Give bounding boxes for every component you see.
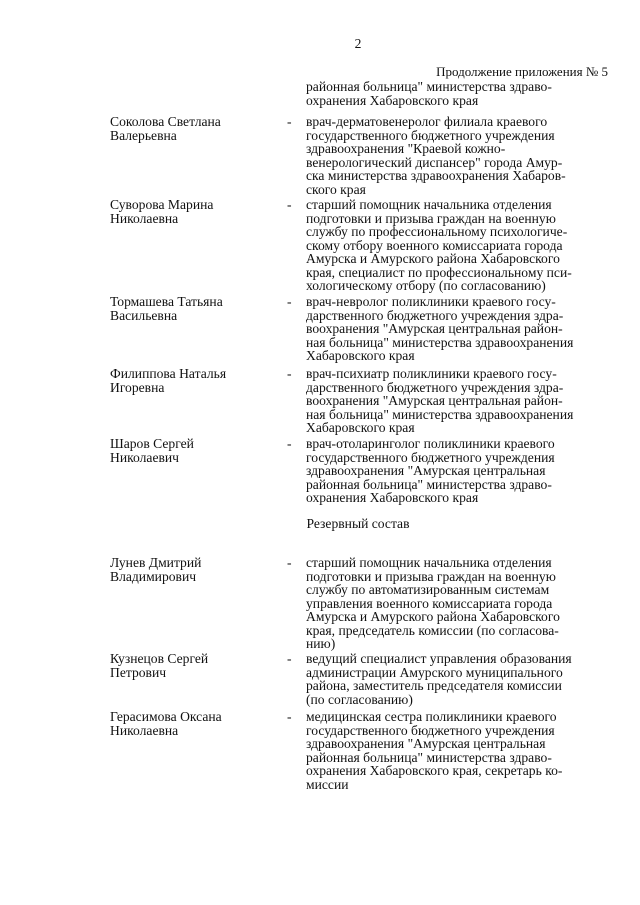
- page-number: 2: [354, 36, 362, 51]
- dash-separator: -: [287, 651, 292, 666]
- dash-separator: -: [287, 709, 292, 724]
- member-description: врач-психиатр поликлиники краевого госу- дарственного бюджетного учреждения здра- воохранения "Амурская центральная район- ная больница" министерства здравоохранения Хабаровского края: [306, 366, 574, 435]
- member-entry: [0, 437, 603, 505]
- member-name: Шаров Сергей Николаевич: [110, 436, 194, 465]
- member-description: старший помощник начальника отделения подготовки и призыва граждан на военную службу по автоматизированным системам управления военного комиссариата города Амурска и Амурского района Хабаровского края, председатель комиссии (по согласова- нию): [306, 555, 560, 651]
- member-description: ведущий специалист управления образования администрации Амурского муниципального района, заместитель председателя комиссии (по согласованию): [306, 651, 572, 707]
- dash-separator: -: [287, 436, 292, 451]
- member-entry: [0, 367, 603, 435]
- dash-separator: -: [287, 114, 292, 129]
- dash-separator: -: [287, 294, 292, 309]
- dash-separator: -: [287, 197, 292, 212]
- member-name: Филиппова Наталья Игоревна: [110, 366, 227, 395]
- member-entry: [0, 556, 603, 651]
- member-entry: [0, 295, 603, 363]
- desc-line: районная больница" министерства здраво-: [306, 79, 552, 94]
- dash-separator: -: [287, 555, 292, 570]
- desc-line: охранения Хабаровского края: [306, 92, 479, 108]
- member-name: Тормашева Татьяна Васильевна: [110, 294, 223, 323]
- member-name: Герасимова Оксана Николаевна: [110, 709, 222, 738]
- member-description: старший помощник начальника отделения подготовки и призыва граждан на военную службу по профессиональному психологиче- скому отбору военного комиссариата города Амурска и Амурского района Хабаровского края, специалист по профессиональному пси- хологическому отбору (по согласованию): [306, 197, 572, 293]
- member-name: Кузнецов Сергей Петрович: [110, 651, 209, 680]
- continuation-description: [306, 80, 603, 107]
- continuation-text: [0, 80, 603, 107]
- member-entry: [0, 115, 603, 196]
- member-name: Соколова Светлана Валерьевна: [110, 114, 221, 143]
- member-entry: [0, 710, 603, 791]
- member-entry: [0, 198, 603, 293]
- member-name: Суворова Марина Николаевна: [110, 197, 214, 226]
- appendix-header: Продолжение приложения № 5: [436, 64, 608, 79]
- member-name: Лунев Дмитрий Владимирович: [110, 555, 202, 584]
- dash-separator: -: [287, 366, 292, 381]
- member-description: медицинская сестра поликлиники краевого государственного бюджетного учреждения здравоохранения "Амурская центральная районная больница" министерства здраво- охранения Хабаровского края, секретарь ко- миссии: [306, 709, 563, 792]
- reserve-section-title: Резервный состав: [306, 516, 410, 531]
- member-description: врач-отоларинголог поликлиники краевого государственного бюджетного учреждения здравоохранения "Амурская центральная районная больница" министерства здраво- охранения Хабаровского края: [306, 436, 555, 505]
- member-description: врач-дерматовенеролог филиала краевого государственного бюджетного учреждения здравоохранения "Краевой кожно- венерологический диспансер" города Амур- ска министерства здравоохранения Хабаров- ского края: [306, 114, 566, 197]
- member-entry: [0, 652, 603, 706]
- member-description: врач-невролог поликлиники краевого госу- дарственного бюджетного учреждения здра- воохранения "Амурская центральная район- ная больница" министерства здравоохранения Хабаровского края: [306, 294, 574, 363]
